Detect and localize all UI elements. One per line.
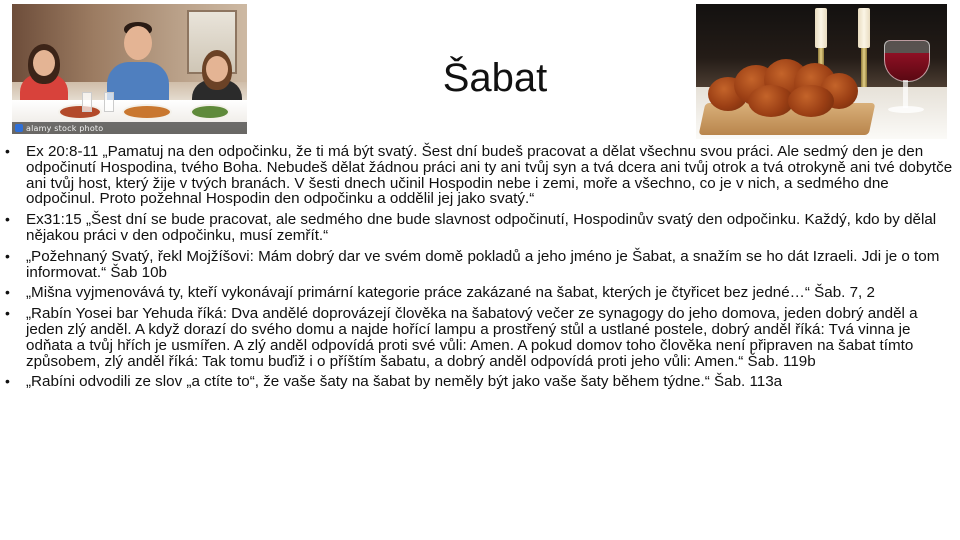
bullet-icon: •: [5, 211, 10, 228]
photo-dish: [122, 104, 172, 120]
wine-glass-foot: [888, 106, 924, 113]
challah-candles-photo: [696, 4, 947, 139]
wine-glass-stem: [903, 80, 908, 108]
bullet-text: „Rabíni odvodili ze slov „a ctíte to“, že vaše šaty na šabat by neměly být jako vaše šaty během týdne.“ Šab. 113a: [26, 373, 783, 391]
bullet-icon: •: [5, 373, 10, 390]
photo-dish: [58, 104, 102, 120]
bullet-list: [0, 144, 960, 395]
stock-watermark-text: alamy stock photo: [26, 124, 104, 133]
bullet-item: [0, 285, 960, 301]
photo-glass: [82, 92, 92, 112]
bullet-text: „Mišna vyjmenovává ty, kteří vykonávají primární kategorie práce zakázané na šabat, kterých je čtyřicet bez jedné…“ Šab. 7, 2: [26, 284, 875, 302]
alamy-logo-icon: [15, 124, 23, 132]
stock-watermark-bar: [12, 122, 247, 134]
family-dinner-photo: [12, 4, 247, 134]
candle: [858, 8, 870, 48]
slide-title: Šabat: [442, 56, 548, 100]
photo-dish: [190, 104, 230, 120]
photo-glass: [104, 92, 114, 112]
bullet-icon: •: [5, 247, 10, 264]
bullet-icon: •: [5, 284, 10, 301]
bullet-item: [0, 306, 960, 369]
challah-bread: [708, 55, 858, 117]
bullet-text: „Rabín Yosei bar Yehuda říká: Dva andělé doprovázejí člověka na šabatový večer ze synagogy do jeho domova, jeden dobrý anděl a jeden zlý anděl. A když dorazí do svého domu a najde hořící lampu a prostřený stůl a ustlané postele, dobrý anděl říká: Tvá vinna je odňata a tvůj hřích je usmířen. A zlý anděl odpovídá proti své vůli: Amen. A pokud domov toho člověka není připraven na šabat tímto způsobem, zlý anděl říká: Tak tomu buďiž i o příštím šabatu, a dobrý anděl odpovídá proti jeho vůli: Amen.“ Šab. 119b: [26, 305, 918, 370]
bullet-item: [0, 144, 960, 207]
bullet-item: [0, 374, 960, 390]
candle: [815, 8, 827, 48]
wine-glass: [884, 40, 930, 82]
bullet-text: Ex 20:8-11 „Pamatuj na den odpočinku, že ti má být svatý. Šest dní budeš pracovat a dělat všechnu svou práci. Ale sedmý den je den odpočinutí Hospodina, tvého Boha. Nebudeš dělat žádnou práci ani ty ani tvůj syn a tvá dcera ani tvůj otrok a tvá otrokyně ani tvé dobytče ani tvůj host, který žije v tvých branách. V šesti dnech učinil Hospodin nebe i zemi, moře a všechno, co je v nich, a sedmého dne odpočinul. Proto požehnal Hospodin den odpočinku a oddělil jej jako svatý.“: [26, 143, 953, 208]
bullet-item: [0, 212, 960, 244]
bullet-text: Ex31:15 „Šest dní se bude pracovat, ale sedmého dne bude slavnost odpočinutí, Hospodinův svatý den odpočinku. Každý, kdo by dělal nějakou práci v den odpočinku, musí zemřít.“: [26, 211, 937, 244]
bullet-item: [0, 249, 960, 281]
bullet-icon: •: [5, 305, 10, 322]
bullet-text: „Požehnaný Svatý, řekl Mojžíšovi: Mám dobrý dar ve svém domě pokladů a jeho jméno je Šabat, a snažím se ho dát Izraeli. Jdi je o tom informovat.“ Šab 10b: [26, 247, 940, 281]
bullet-icon: •: [5, 143, 10, 159]
